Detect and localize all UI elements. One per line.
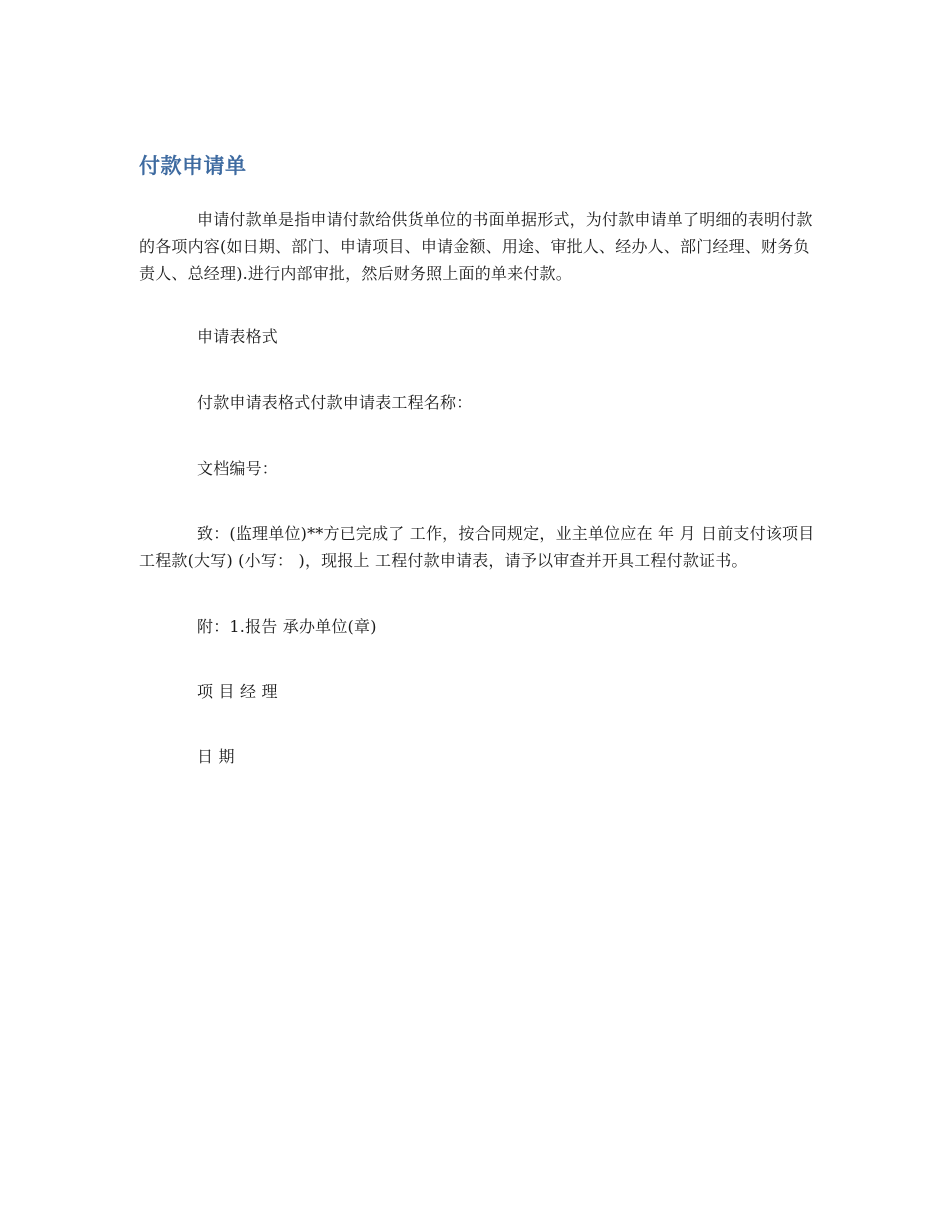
addressee-paragraph: 致：(监理单位)**方已完成了 工作，按合同规定，业主单位应在 年 月 日前支付该项目工程款(大写) (小写： )，现报上 工程付款申请表，请予以审查并开具工程付款证书。 [139,524,815,570]
document-number-line: 文档编号： [197,459,279,478]
form-format-heading: 申请表格式 [197,327,279,346]
project-manager-line: 项 目 经 理 [197,682,278,701]
intro-paragraph: 申请付款单是指申请付款给供货单位的书面单据形式，为付款申请单了明细的表明付款的各项内容(如日期、部门、申请项目、申请金额、用途、审批人、经办人、部门经理、财务负责人、总经理).进行内部审批，然后财务照上面的单来付款。 [139,210,813,283]
document-title: 付款申请单 [139,154,247,178]
project-name-line: 付款申请表格式付款申请表工程名称： [197,393,473,412]
attachment-line: 附：1.报告 承办单位(章) [197,617,377,636]
date-line: 日 期 [197,747,235,766]
